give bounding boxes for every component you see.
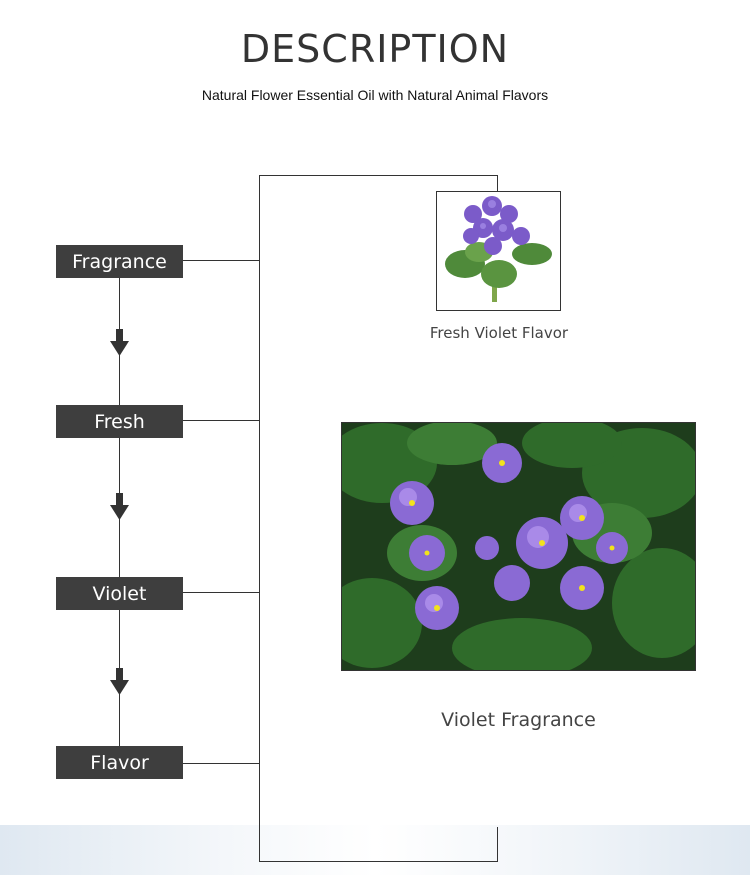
step-label: Flavor (90, 751, 149, 774)
step-label: Fresh (94, 410, 145, 433)
step-box-violet (56, 577, 183, 610)
arrow-down-icon (110, 493, 129, 520)
large-image-caption: Violet Fragrance (441, 709, 596, 731)
violet-flowers-illustration (342, 423, 695, 670)
step-label: Fragrance (72, 250, 167, 273)
step-box-fresh (56, 405, 183, 438)
arrow-down-icon (110, 329, 129, 356)
arrow-down-icon (110, 668, 129, 695)
step-label: Violet (92, 582, 147, 605)
page-title: DESCRIPTION (240, 27, 510, 71)
step-box-fragrance (56, 245, 183, 278)
page-subtitle: Natural Flower Essential Oil with Natural Animal Flavors (201, 87, 549, 103)
violet-flowers-image (341, 422, 696, 671)
step-box-flavor (56, 746, 183, 779)
violet-plant-image (436, 191, 561, 311)
small-image-caption: Fresh Violet Flavor (429, 324, 569, 342)
violet-plant-illustration (437, 192, 560, 310)
